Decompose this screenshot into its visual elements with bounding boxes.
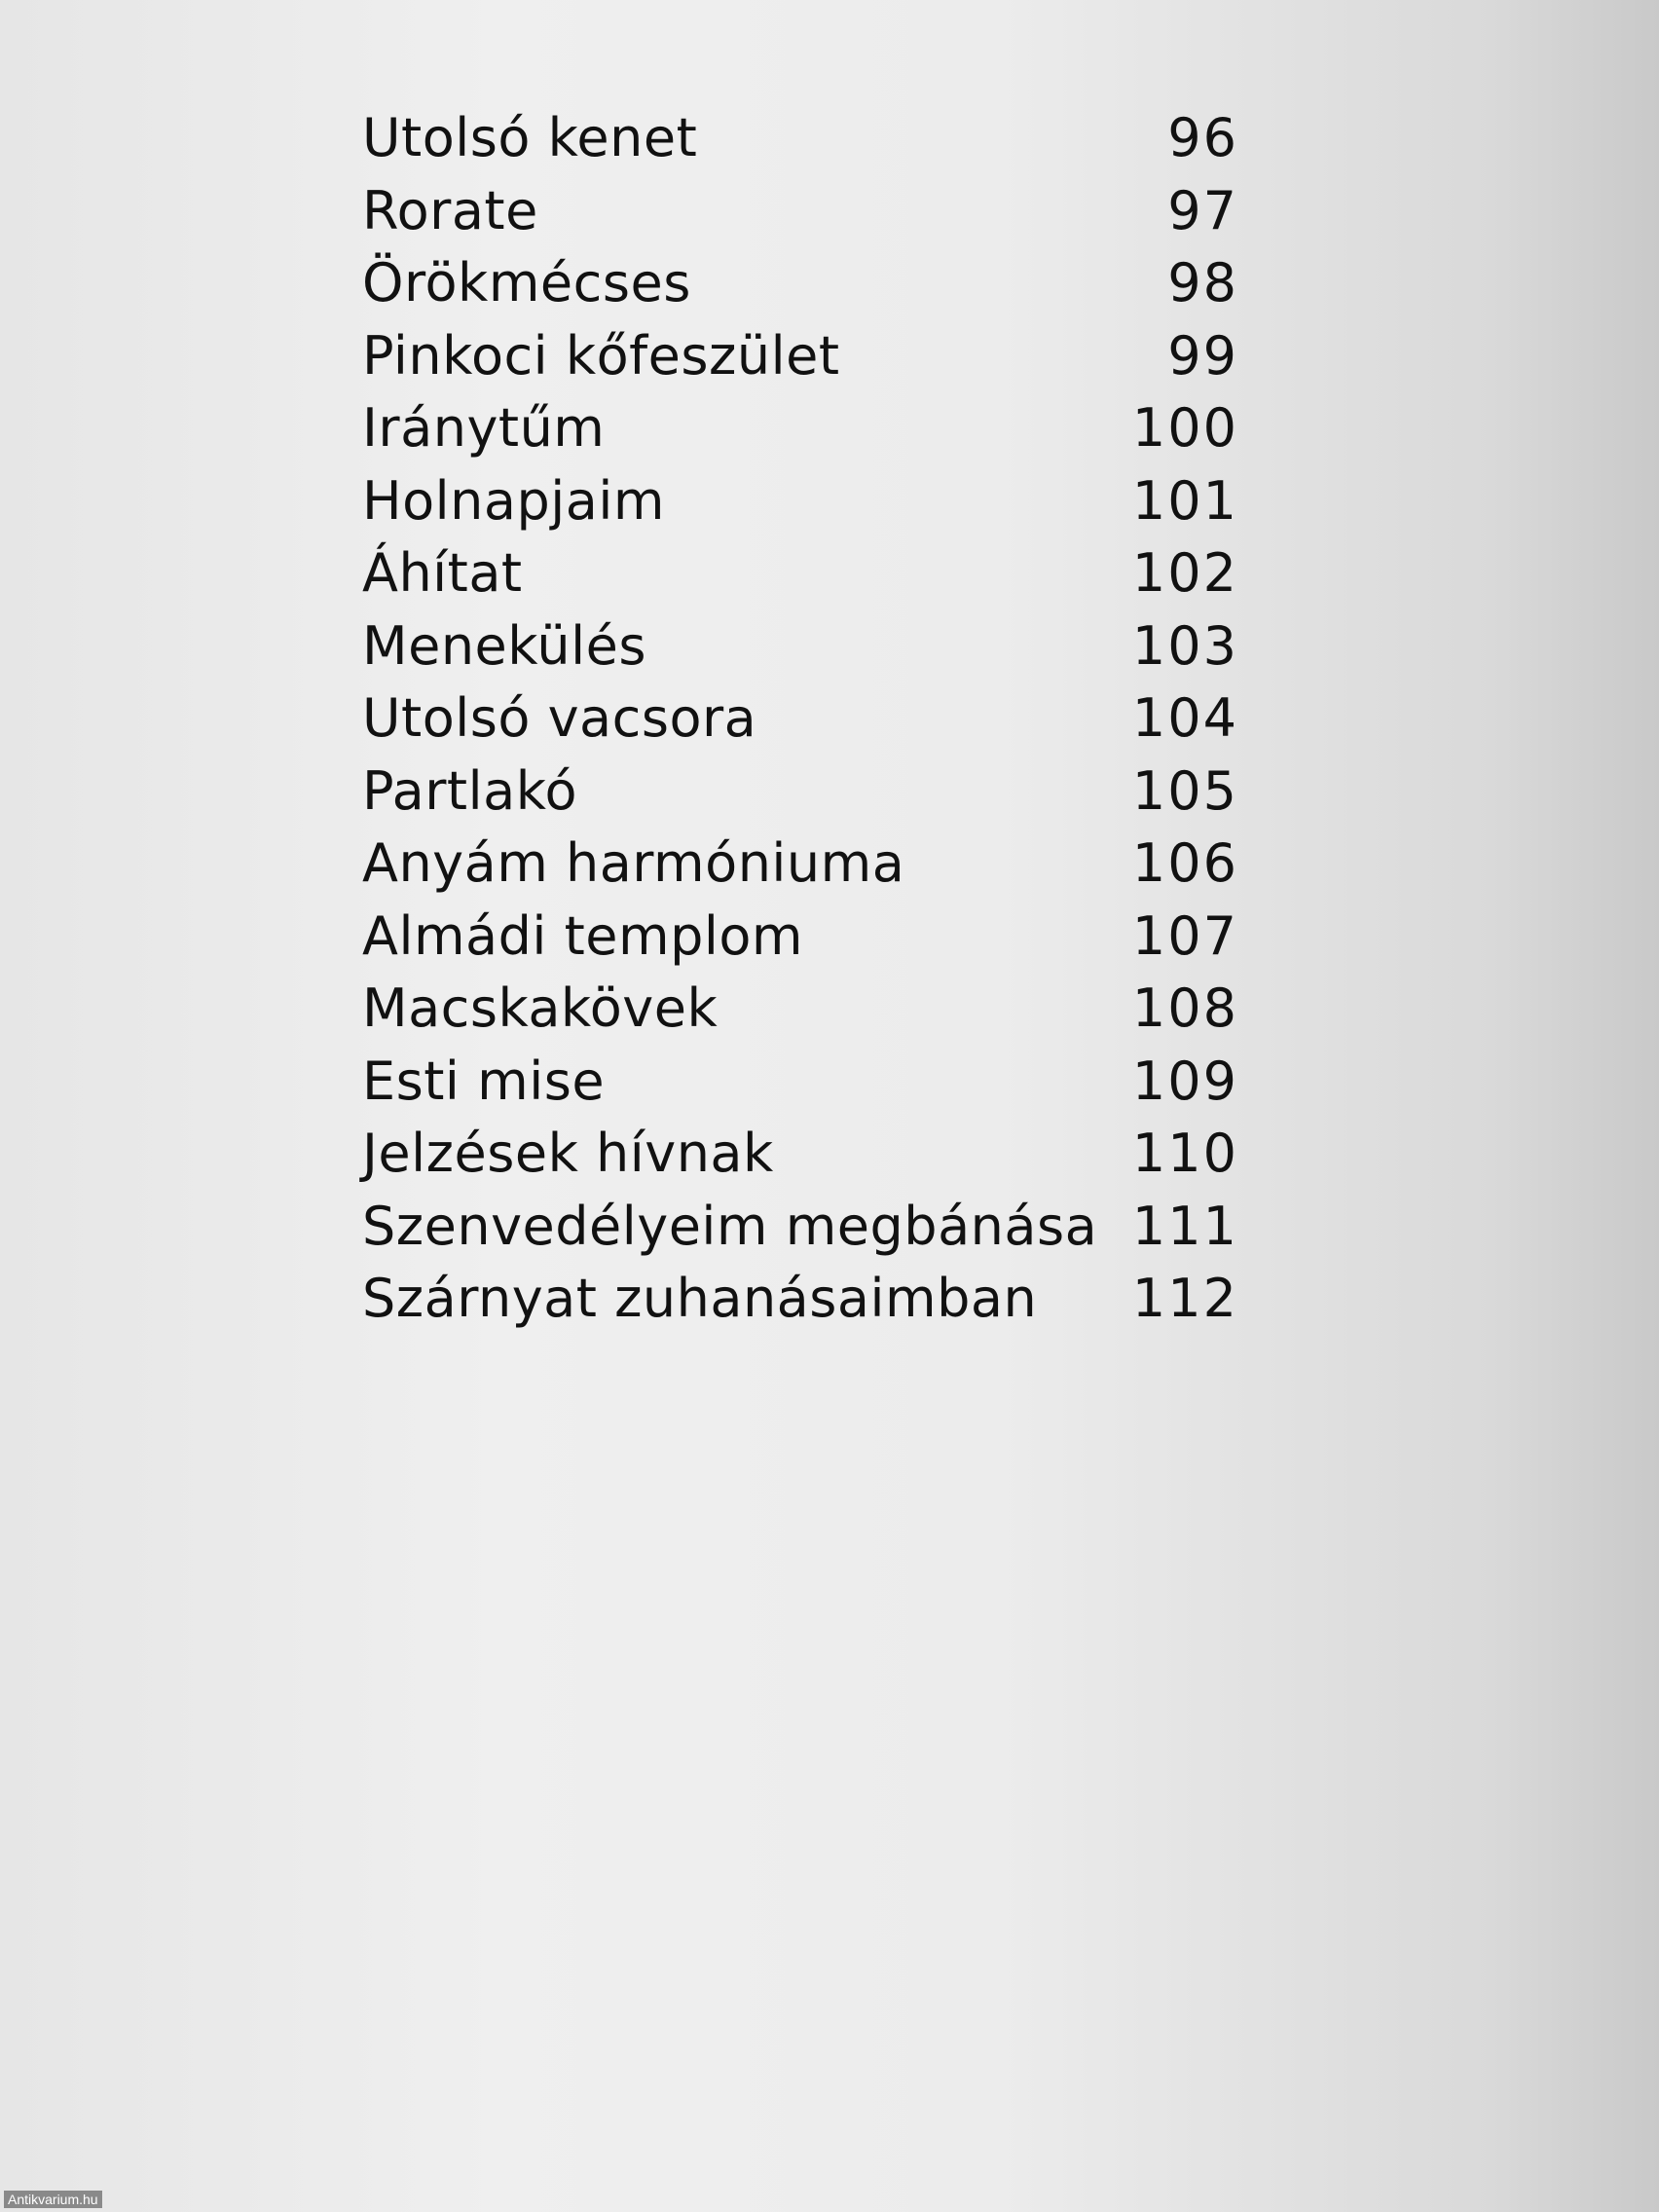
toc-entry-page-number: 109 (1131, 1050, 1238, 1112)
toc-entry-page-number: 108 (1131, 977, 1238, 1039)
toc-entry-title: Rorate (362, 179, 538, 241)
toc-entry (362, 180, 1238, 253)
toc-entry (362, 905, 1238, 978)
toc-entry (362, 1268, 1238, 1341)
toc-entry-title: Pinkoci kőfeszület (362, 324, 840, 387)
toc-entry-page-number: 101 (1131, 469, 1238, 532)
toc-entry-page-number: 97 (1167, 179, 1238, 241)
toc-entry (362, 397, 1238, 470)
toc-entry-title: Iránytűm (362, 397, 606, 459)
toc-entry-page-number: 98 (1167, 252, 1238, 313)
toc-entry-title: Partlakó (362, 759, 578, 822)
toc-entry-page-number: 102 (1131, 542, 1238, 604)
toc-entry-page-number: 111 (1131, 1195, 1238, 1257)
toc-entry-page-number: 106 (1131, 832, 1238, 894)
toc-entry-title: Holnapjaim (362, 469, 665, 532)
toc-entry (362, 325, 1238, 398)
toc-entry-page-number: 103 (1131, 614, 1238, 677)
toc-entry-page-number: 112 (1131, 1268, 1238, 1329)
toc-entry-page-number: 104 (1131, 687, 1238, 749)
toc-entry-title: Esti mise (362, 1050, 606, 1112)
toc-entry-page-number: 100 (1131, 397, 1238, 459)
toc-entry (362, 542, 1238, 615)
toc-entry (362, 107, 1238, 180)
toc-entry (362, 687, 1238, 760)
toc-entry-title: Szenvedélyeim megbánása (362, 1195, 1098, 1257)
toc-entry-page-number: 96 (1167, 107, 1238, 168)
toc-entry-page-number: 99 (1167, 324, 1238, 387)
toc-entry-title: Almádi templom (362, 904, 804, 967)
toc-entry (362, 1123, 1238, 1196)
toc-entry-page-number: 107 (1131, 904, 1238, 967)
toc-entry-title: Szárnyat zuhanásaimban (362, 1268, 1038, 1329)
toc-entry-title: Jelzések hívnak (362, 1123, 774, 1184)
table-of-contents (362, 107, 1238, 1341)
toc-entry-page-number: 105 (1131, 759, 1238, 822)
toc-entry (362, 1196, 1238, 1269)
toc-entry-title: Utolsó vacsora (362, 687, 757, 749)
toc-entry (362, 1051, 1238, 1124)
toc-entry-page-number: 110 (1131, 1123, 1238, 1184)
toc-entry (362, 252, 1238, 325)
toc-entry-title: Menekülés (362, 614, 646, 677)
toc-entry (362, 615, 1238, 688)
toc-entry-title: Áhítat (362, 542, 523, 604)
toc-entry-title: Macskakövek (362, 977, 719, 1039)
toc-entry-title: Anyám harmóniuma (362, 832, 905, 894)
site-watermark: Antikvarium.hu (4, 2191, 102, 2208)
toc-entry (362, 760, 1238, 833)
toc-entry (362, 977, 1238, 1051)
toc-entry (362, 470, 1238, 543)
toc-entry-title: Örökmécses (362, 252, 691, 313)
toc-entry-title: Utolsó kenet (362, 107, 698, 168)
toc-entry (362, 832, 1238, 905)
